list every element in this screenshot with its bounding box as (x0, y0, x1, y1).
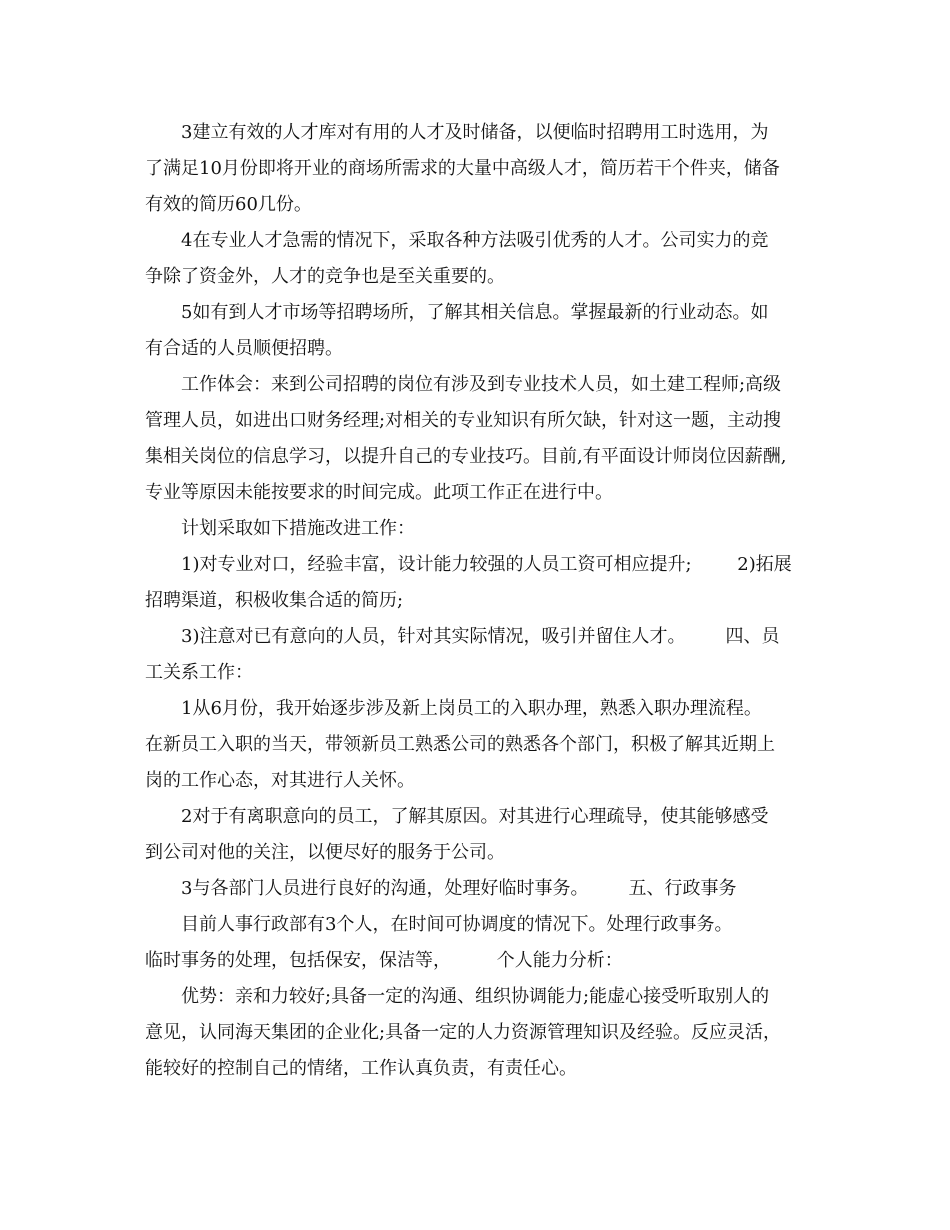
text-line: 工作体会：来到公司招聘的岗位有涉及到专业技术人员，如土建工程师;高级 (181, 374, 782, 395)
text-line: 集相关岗位的信息学习，以提升自己的专业技巧。目前,有平面设计师岗位因薪酬, (145, 446, 787, 467)
text-line: 到公司对他的关注，以便尽好的服务于公司。 (145, 842, 505, 863)
text-line: 3与各部门人员进行良好的沟通，处理好临时事务。 五、行政事务 (181, 878, 737, 899)
text-line: 招聘渠道，积极收集合适的简历; (145, 590, 404, 611)
text-line: 2对于有离职意向的员工，了解其原因。对其进行心理疏导，使其能够感受 (181, 806, 769, 827)
text-line: 有合适的人员顺便招聘。 (145, 338, 343, 359)
text-line: 计划采取如下措施改进工作： (181, 518, 415, 539)
text-line: 能较好的控制自己的情绪，工作认真负责，有责任心。 (145, 1058, 577, 1079)
text-line: 5如有到人才市场等招聘场所，了解其相关信息。掌握最新的行业动态。如 (181, 302, 769, 323)
text-line: 意见，认同海天集团的企业化;具备一定的人力资源管理知识及经验。反应灵活， (145, 1022, 782, 1043)
text-line: 临时事务的处理，包括保安，保洁等， 个人能力分析： (145, 950, 623, 971)
text-line: 优势：亲和力较好;具备一定的沟通、组织协调能力;能虚心接受听取别人的 (181, 986, 770, 1007)
text-line: 管理人员，如进出口财务经理;对相关的专业知识有所欠缺，针对这一题，主动搜 (145, 410, 782, 431)
text-line: 岗的工作心态，对其进行人关怀。 (145, 770, 415, 791)
text-line: 1从6月份，我开始逐步涉及新上岗员工的入职办理，熟悉入职办理流程。 (181, 698, 762, 719)
text-line: 目前人事行政部有3个人，在时间可协调度的情况下。处理行政事务。 (181, 914, 733, 935)
text-line: 3)注意对已有意向的人员，针对其实际情况，吸引并留住人才。 四、员 (181, 626, 780, 647)
text-line: 有效的简历60几份。 (145, 194, 312, 215)
text-line: 3建立有效的人才库对有用的人才及时储备，以便临时招聘用工时选用，为 (181, 122, 769, 143)
text-line: 争除了资金外，人才的竞争也是至关重要的。 (145, 266, 505, 287)
text-line: 1)对专业对口，经验丰富，设计能力较强的人员工资可相应提升; 2)拓展 (181, 554, 792, 575)
text-line: 在新员工入职的当天，带领新员工熟悉公司的熟悉各个部门，积极了解其近期上 (145, 734, 775, 755)
text-line: 4在专业人才急需的情况下，采取各种方法吸引优秀的人才。公司实力的竞 (181, 230, 769, 251)
text-line: 专业等原因未能按要求的时间完成。此项工作正在进行中。 (145, 482, 613, 503)
text-line: 了满足10月份即将开业的商场所需求的大量中高级人才，简历若干个件夹，储备 (145, 158, 780, 179)
text-line: 工关系工作： (145, 662, 253, 683)
